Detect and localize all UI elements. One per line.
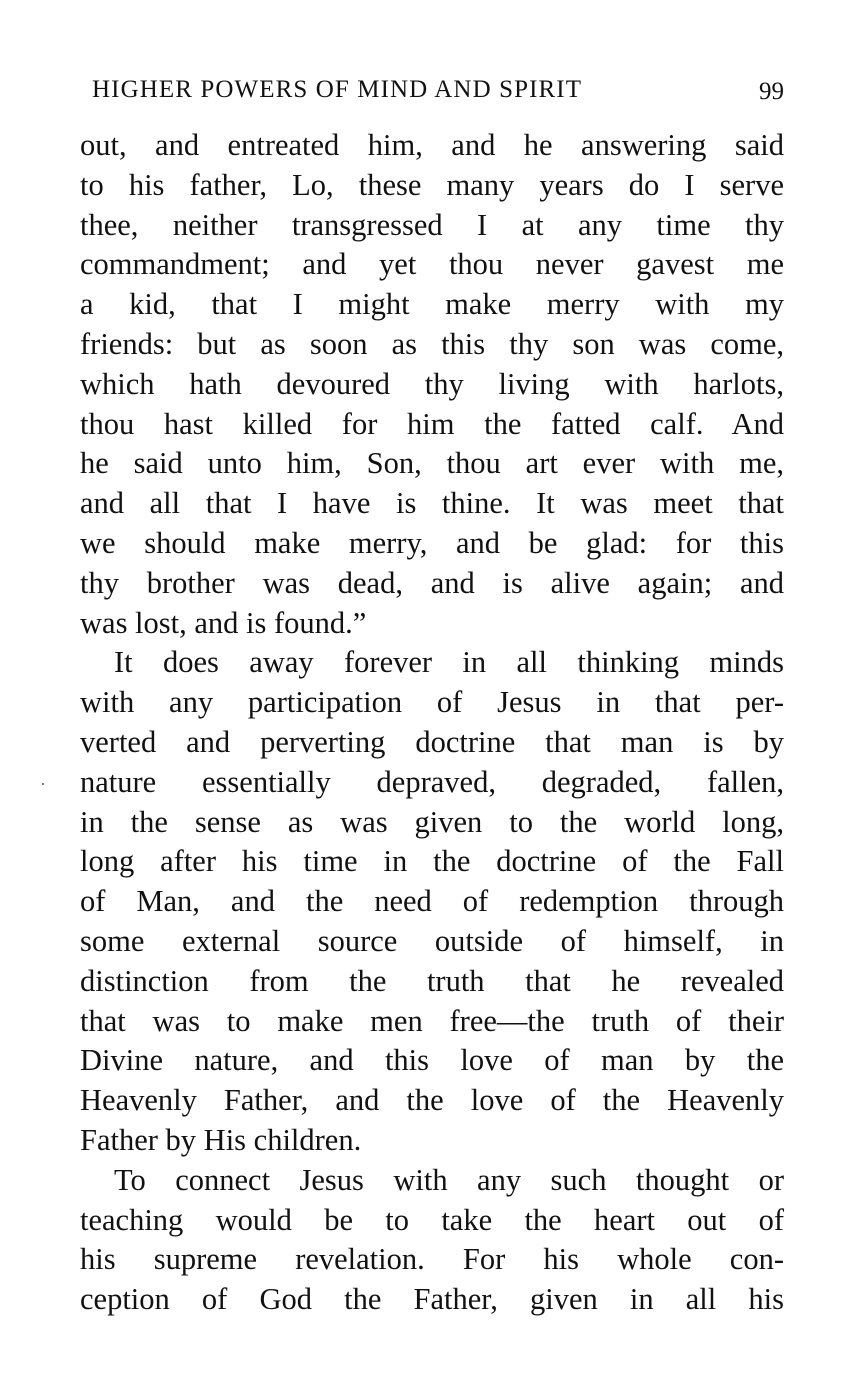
text-line: long after his time in the doctrine of the Fall	[80, 844, 784, 879]
text-line: thou hast killed for him the fatted calf. And	[80, 406, 784, 441]
text-line: his supreme revelation. For his whole con-	[80, 1242, 784, 1277]
text-line: he said unto him, Son, thou art ever with me,	[80, 446, 784, 481]
text-line: we should make merry, and be glad: for this	[80, 525, 784, 560]
running-title: HIGHER POWERS OF MIND AND SPIRIT	[92, 76, 583, 103]
text-line: thee, neither transgressed I at any time thy	[80, 207, 784, 242]
text-line: nature essentially depraved, degraded, fallen,	[80, 764, 784, 799]
text-line: was lost, and is found.”	[80, 605, 367, 640]
text-line: It does away forever in all thinking minds	[114, 645, 784, 680]
print-speck	[42, 783, 44, 785]
text-line: Father by His children.	[80, 1122, 362, 1157]
text-line: Heavenly Father, and the love of the Heavenly	[80, 1083, 784, 1118]
text-line: some external source outside of himself, in	[80, 923, 784, 958]
body-text	[80, 126, 784, 1320]
text-line: that was to make men free—the truth of their	[80, 1003, 784, 1038]
text-line: friends: but as soon as this thy son was come,	[80, 326, 784, 361]
text-line: teaching would be to take the heart out of	[80, 1202, 784, 1237]
text-line: ception of God the Father, given in all his	[80, 1282, 784, 1317]
text-line: with any participation of Jesus in that per-	[80, 685, 784, 720]
text-line: verted and perverting doctrine that man is by	[80, 724, 784, 759]
text-line: to his father, Lo, these many years do I serve	[80, 167, 784, 202]
text-line: commandment; and yet thou never gavest me	[80, 247, 784, 282]
running-header	[92, 70, 786, 110]
text-line: of Man, and the need of redemption through	[80, 884, 784, 919]
text-line: thy brother was dead, and is alive again; and	[80, 565, 784, 600]
text-line: and all that I have is thine. It was meet that	[80, 486, 784, 521]
text-line: a kid, that I might make merry with my	[80, 287, 784, 322]
text-line: out, and entreated him, and he answering said	[80, 128, 784, 162]
text-line: distinction from the truth that he revealed	[80, 963, 784, 998]
text-line: in the sense as was given to the world long,	[80, 804, 784, 839]
text-line: which hath devoured thy living with harlots,	[80, 366, 784, 401]
text-line: To connect Jesus with any such thought or	[114, 1162, 784, 1197]
page-number: 99	[759, 78, 784, 105]
text-line: Divine nature, and this love of man by the	[80, 1043, 784, 1078]
